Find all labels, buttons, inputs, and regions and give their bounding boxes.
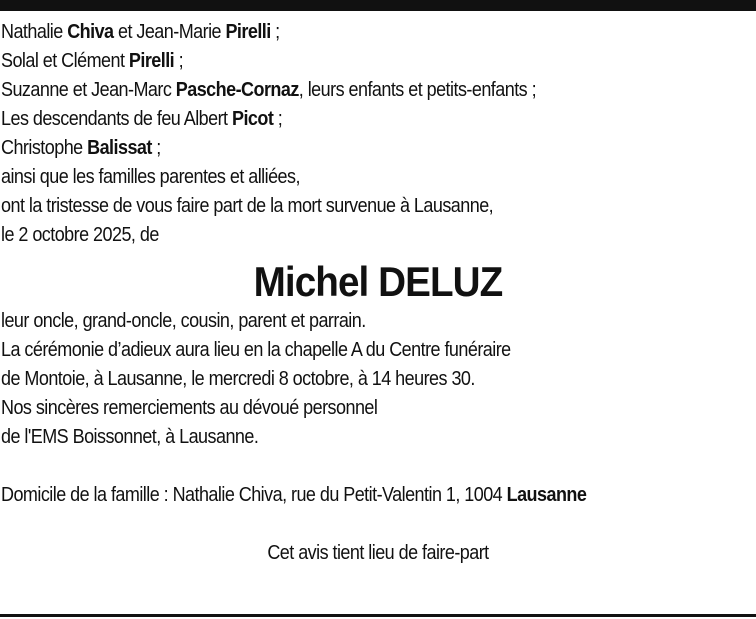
mourner-text: ; (270, 21, 280, 43)
mourner-text: ; (273, 108, 283, 130)
intro-line: le 2 octobre 2025, de (1, 224, 159, 246)
detail-line: de Montoie, à Lausanne, le mercredi 8 octobre, à 14 heures 30. (1, 368, 475, 390)
mourner-line (1, 134, 680, 163)
detail-line: La cérémonie d’adieux aura lieu en la chapelle A du Centre funéraire (1, 339, 511, 361)
intro-line: ainsi que les familles parentes et alliées, (1, 166, 300, 188)
family-domicile (1, 481, 680, 510)
mourner-text: Solal et Clément (1, 50, 129, 72)
mourner-text: ; (174, 50, 184, 72)
domicile-city: Lausanne (506, 484, 587, 506)
top-border-rule (0, 0, 756, 11)
mourner-line (1, 76, 680, 105)
intro-line: ont la tristesse de vous faire part de la mort survenue à Lausanne, (1, 195, 494, 217)
blank-spacer (1, 452, 755, 481)
mourner-line (1, 105, 680, 134)
mourner-text: ; (151, 137, 161, 159)
mourner-surname: Pirelli (225, 21, 271, 43)
mourner-surname: Balissat (87, 137, 152, 159)
deceased-name: Michel DELUZ (253, 258, 503, 305)
mourner-surname: Pirelli (128, 50, 175, 72)
mourner-line (1, 47, 680, 76)
bottom-border-rule (0, 614, 756, 617)
blank-spacer (1, 510, 755, 539)
mourner-text: Nathalie (1, 21, 68, 43)
mourner-surname: Chiva (67, 21, 114, 43)
faire-part-note: Cet avis tient lieu de faire-part (267, 542, 489, 564)
detail-line: Nos sincères remerciements au dévoué personnel (1, 397, 378, 419)
mourner-text: Suzanne et Jean-Marc (1, 79, 176, 101)
detail-line: de l'EMS Boissonnet, à Lausanne. (1, 426, 259, 448)
mourner-text: Christophe (1, 137, 88, 159)
mourner-text: et Jean-Marie (113, 21, 226, 43)
mourner-surname: Pasche-Cornaz (175, 79, 299, 101)
mourner-text: Les descendants de feu Albert (1, 108, 232, 130)
detail-line: leur oncle, grand-oncle, cousin, parent et parrain. (1, 310, 366, 332)
domicile-address: Domicile de la famille : Nathalie Chiva, rue du Petit-Valentin 1, 1004 (1, 484, 507, 506)
mourner-text: , leurs enfants et petits-enfants ; (298, 79, 537, 101)
mourner-surname: Picot (231, 108, 274, 130)
death-notice (1, 18, 755, 568)
mourner-line (1, 18, 680, 47)
